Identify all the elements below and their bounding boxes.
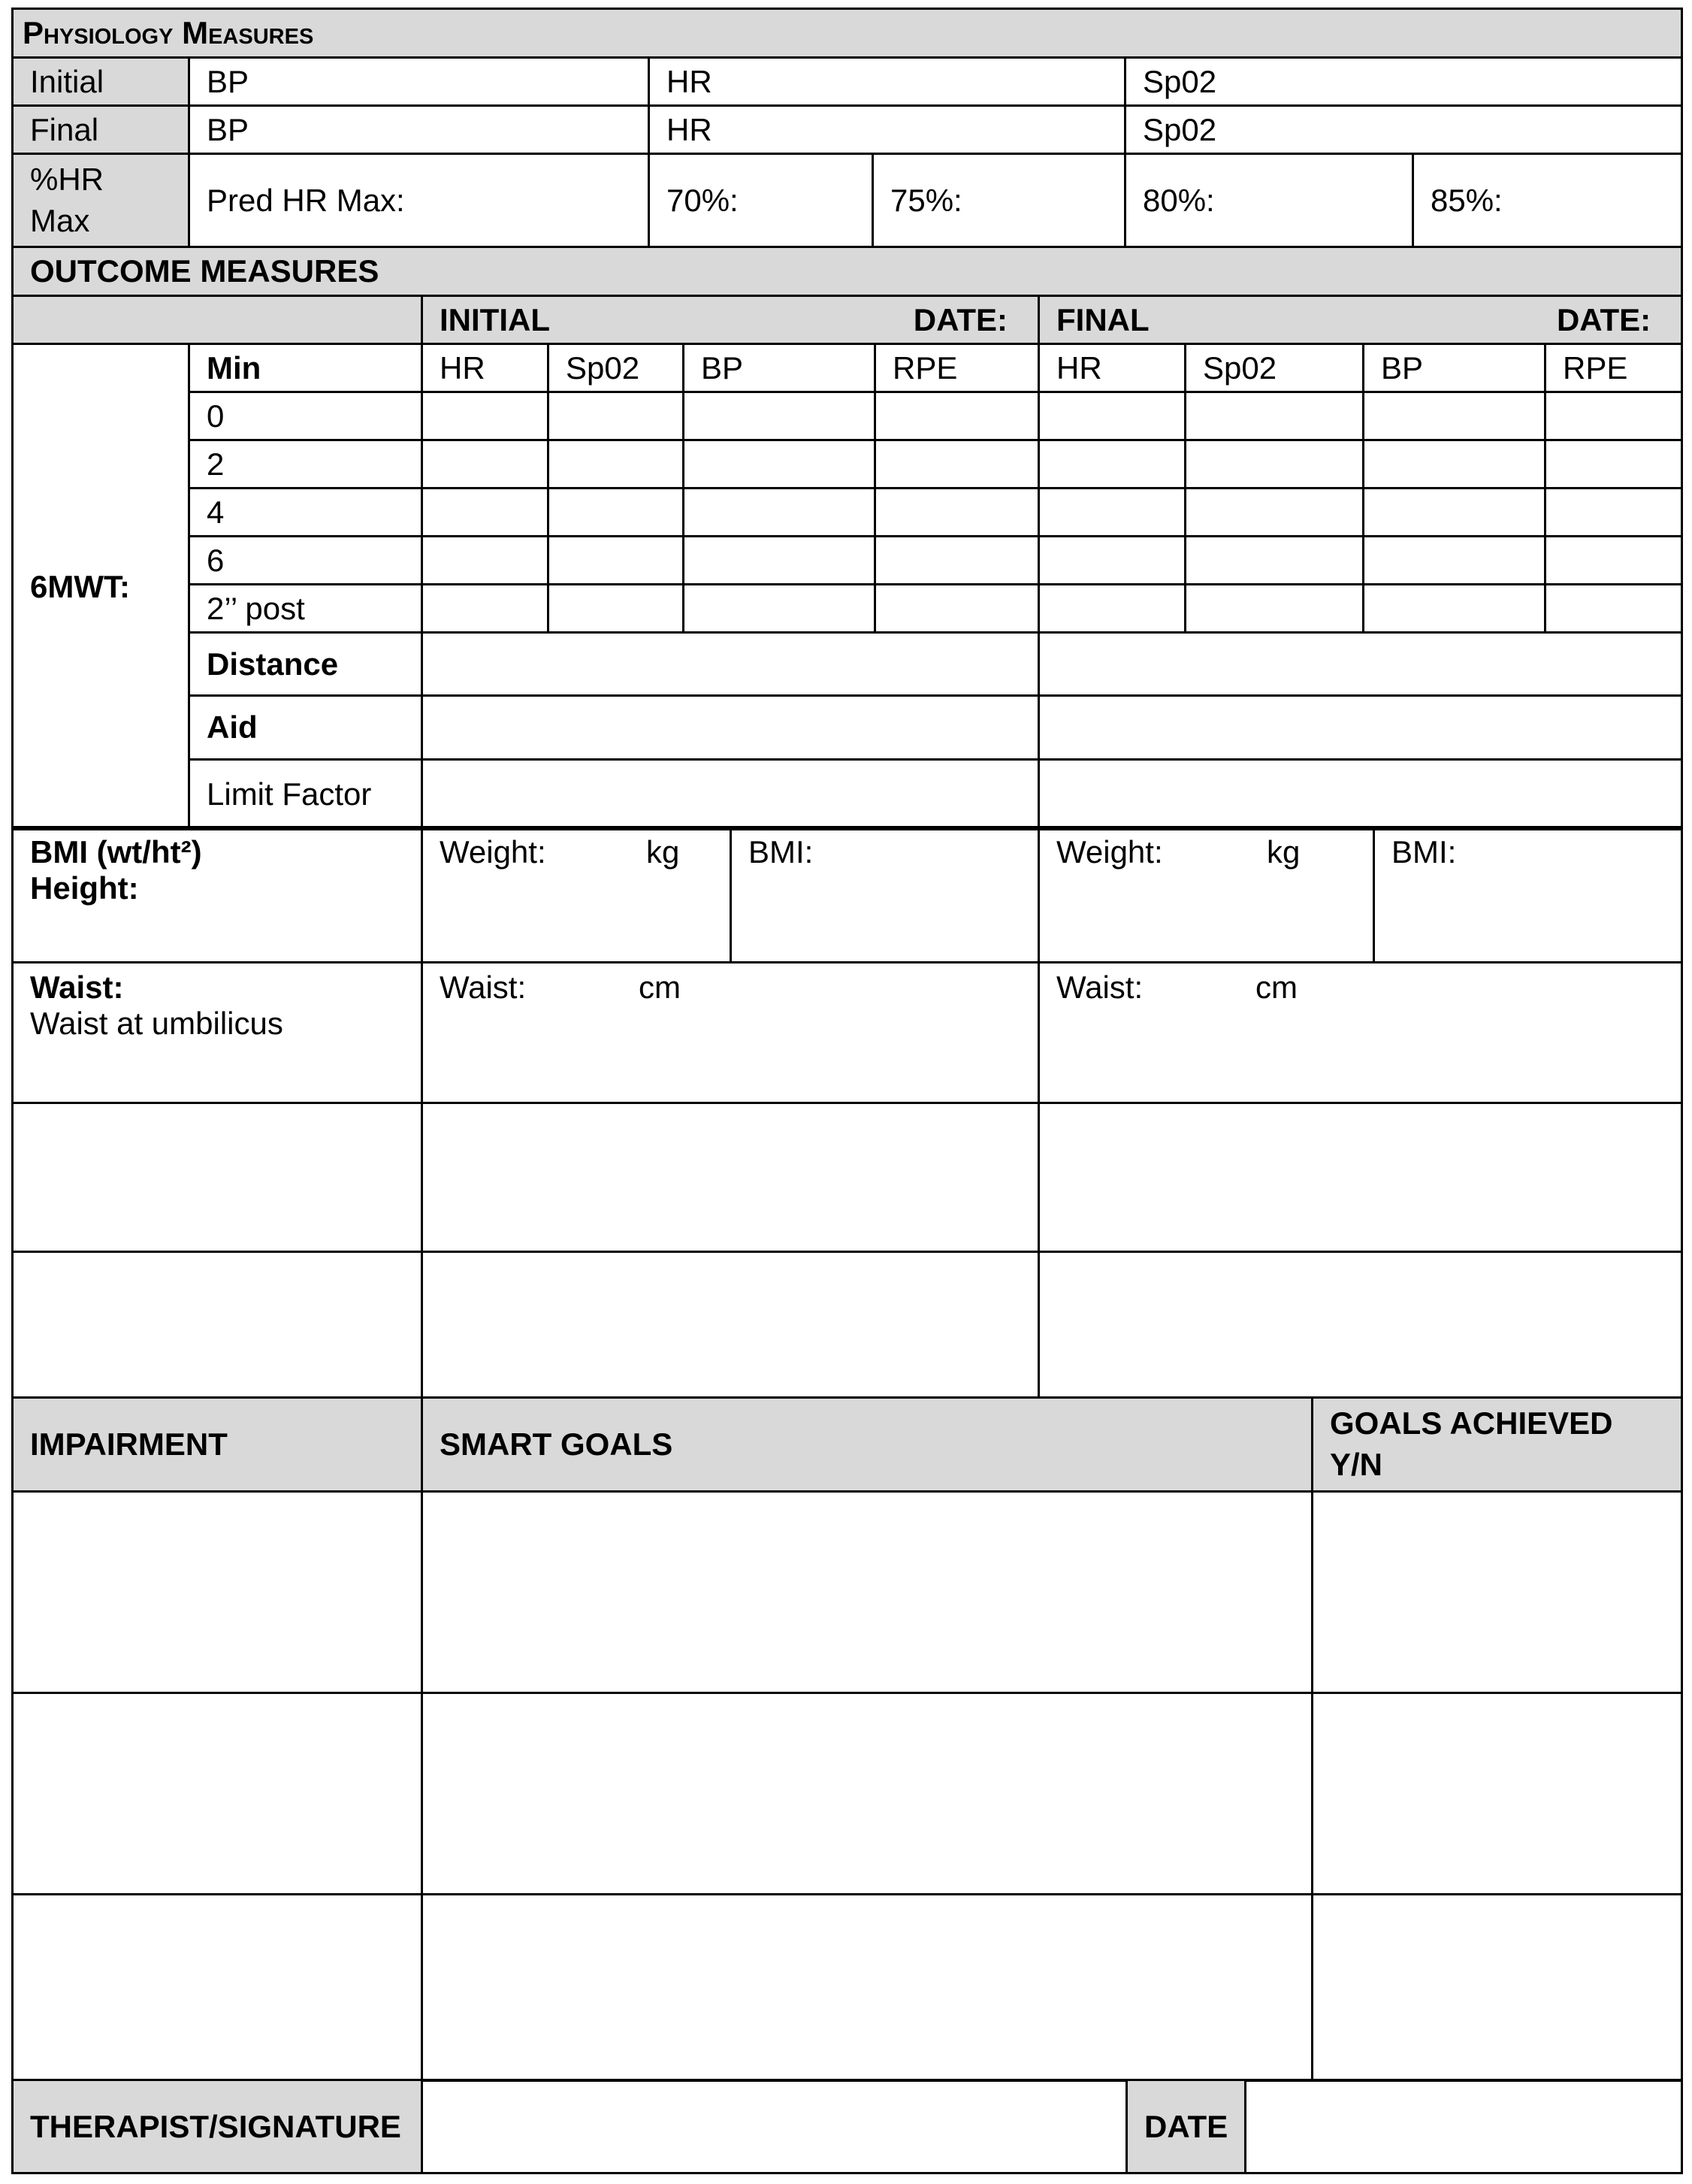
waist-field-label: Waist: [1056, 969, 1144, 1005]
waist-unit: cm [1255, 969, 1298, 1005]
data-cell[interactable] [548, 537, 684, 585]
data-cell[interactable] [1186, 440, 1364, 489]
goals-achieved-header: GOALS ACHIEVED Y/N [1313, 1398, 1682, 1492]
data-cell[interactable] [875, 440, 1039, 489]
initial-date-label[interactable]: DATE: [913, 301, 1008, 337]
col-header: Sp02 [548, 344, 684, 392]
outcome-header-blank [13, 296, 422, 344]
data-cell[interactable] [875, 392, 1039, 440]
therapist-label: THERAPIST/SIGNATURE [13, 2080, 422, 2173]
table-row [13, 537, 1682, 585]
hr75-field[interactable]: 75%: [873, 154, 1125, 247]
minute-label: 2 [189, 440, 422, 489]
final-bp-field[interactable]: BP [189, 106, 649, 154]
data-cell[interactable] [1186, 392, 1364, 440]
signature-field[interactable] [422, 2080, 1127, 2173]
data-cell[interactable] [1545, 392, 1682, 440]
min-header: Min [189, 344, 422, 392]
blank-row [13, 1252, 1682, 1399]
final-limit-field[interactable] [1039, 760, 1682, 830]
date-field[interactable] [1246, 2080, 1682, 2173]
initial-weight-field[interactable] [422, 827, 731, 963]
smart-goals-header: SMART GOALS [422, 1398, 1313, 1492]
hr70-field[interactable]: 70%: [649, 154, 873, 247]
signature-table [11, 2079, 1683, 2174]
col-header: HR [422, 344, 548, 392]
data-cell[interactable] [684, 392, 875, 440]
blank-initial-cell[interactable] [422, 1103, 1039, 1252]
initial-label: Initial [13, 58, 189, 106]
col-header: BP [1364, 344, 1545, 392]
physiology-title: Physiology Measures [13, 9, 1682, 58]
data-cell[interactable] [1186, 537, 1364, 585]
data-cell[interactable] [1039, 489, 1186, 537]
minute-label: 2’’ post [189, 585, 422, 633]
minute-label: 0 [189, 392, 422, 440]
blank-label-cell[interactable] [13, 1252, 422, 1399]
data-cell[interactable] [875, 585, 1039, 633]
impairment-header: IMPAIRMENT [13, 1398, 422, 1492]
impairment-cell[interactable] [13, 1895, 422, 2081]
final-hr-field[interactable]: HR [649, 106, 1125, 154]
initial-header-label: INITIAL [440, 301, 550, 337]
minute-label: 4 [189, 489, 422, 537]
waist-label-cell [13, 963, 422, 1103]
goal-achieved-cell[interactable] [1313, 1693, 1682, 1895]
data-cell[interactable] [875, 537, 1039, 585]
final-spo2-field[interactable]: Sp02 [1125, 106, 1682, 154]
waist-sublabel: Waist at umbilicus [30, 1006, 283, 1041]
data-cell[interactable] [1039, 440, 1186, 489]
data-cell[interactable] [548, 392, 684, 440]
col-header: RPE [875, 344, 1039, 392]
goal-achieved-cell[interactable] [1313, 1492, 1682, 1693]
col-header: BP [684, 344, 875, 392]
goal-row [13, 1492, 1682, 1693]
data-cell[interactable] [1039, 537, 1186, 585]
outcome-title: OUTCOME MEASURES [13, 247, 1682, 296]
hr85-field[interactable]: 85%: [1413, 154, 1682, 247]
final-waist-field[interactable] [1039, 963, 1682, 1103]
goal-achieved-cell[interactable] [1313, 1895, 1682, 2081]
minute-label: 6 [189, 537, 422, 585]
goal-row [13, 1895, 1682, 2081]
initial-header [422, 296, 1039, 344]
bmi-label: BMI (wt/ht²) [30, 834, 202, 870]
data-cell[interactable] [1545, 440, 1682, 489]
blank-row [13, 1103, 1682, 1252]
smart-goal-cell[interactable] [422, 1693, 1313, 1895]
data-cell[interactable] [1364, 440, 1545, 489]
table-row [13, 392, 1682, 440]
data-cell[interactable] [1039, 392, 1186, 440]
final-bmi-field[interactable]: BMI: [1374, 827, 1682, 963]
data-cell[interactable] [1186, 489, 1364, 537]
date-label: DATE [1127, 2080, 1246, 2173]
data-cell[interactable] [1186, 585, 1364, 633]
measures-table [11, 826, 1683, 1399]
data-cell[interactable] [684, 440, 875, 489]
goal-row [13, 1693, 1682, 1895]
bmi-label-cell [13, 827, 422, 963]
data-cell[interactable] [684, 537, 875, 585]
table-row [13, 440, 1682, 489]
weight-unit: kg [1267, 834, 1301, 870]
data-cell[interactable] [548, 489, 684, 537]
initial-bp-field[interactable]: BP [189, 58, 649, 106]
initial-aid-field[interactable] [422, 696, 1039, 760]
table-row [13, 585, 1682, 633]
final-header-label: FINAL [1056, 301, 1150, 337]
data-cell[interactable] [548, 440, 684, 489]
final-weight-field[interactable] [1039, 827, 1374, 963]
final-aid-field[interactable] [1039, 696, 1682, 760]
data-cell[interactable] [1039, 585, 1186, 633]
smart-goal-cell[interactable] [422, 1895, 1313, 2081]
data-cell[interactable] [422, 489, 548, 537]
initial-waist-field[interactable] [422, 963, 1039, 1103]
blank-initial-cell[interactable] [422, 1252, 1039, 1399]
data-cell[interactable] [1545, 489, 1682, 537]
data-cell[interactable] [1364, 585, 1545, 633]
data-cell[interactable] [1364, 489, 1545, 537]
impairment-cell[interactable] [13, 1693, 422, 1895]
goals-table [11, 1396, 1683, 2082]
data-cell[interactable] [875, 489, 1039, 537]
data-cell[interactable] [548, 585, 684, 633]
data-cell[interactable] [422, 392, 548, 440]
height-label[interactable]: Height: [30, 870, 139, 906]
physiology-table [11, 8, 1683, 248]
sixmwt-label: 6MWT: [13, 344, 189, 830]
data-cell[interactable] [684, 489, 875, 537]
final-distance-field[interactable] [1039, 633, 1682, 696]
data-cell[interactable] [684, 585, 875, 633]
data-cell[interactable] [422, 585, 548, 633]
data-cell[interactable] [1545, 585, 1682, 633]
col-header: RPE [1545, 344, 1682, 392]
initial-limit-field[interactable] [422, 760, 1039, 830]
limit-factor-label: Limit Factor [189, 760, 422, 830]
table-row [13, 489, 1682, 537]
data-cell[interactable] [422, 537, 548, 585]
outcome-table [11, 246, 1683, 830]
data-cell[interactable] [1364, 392, 1545, 440]
initial-distance-field[interactable] [422, 633, 1039, 696]
blank-label-cell[interactable] [13, 1103, 422, 1252]
weight-label: Weight: [440, 834, 546, 870]
initial-spo2-field[interactable]: Sp02 [1125, 58, 1682, 106]
waist-unit: cm [639, 969, 681, 1005]
waist-field-label: Waist: [440, 969, 527, 1005]
col-header: Sp02 [1186, 344, 1364, 392]
initial-hr-field[interactable]: HR [649, 58, 1125, 106]
waist-label: Waist: [30, 969, 124, 1005]
weight-label: Weight: [1056, 834, 1163, 870]
smart-goal-cell[interactable] [422, 1492, 1313, 1693]
data-cell[interactable] [422, 440, 548, 489]
data-cell[interactable] [1545, 537, 1682, 585]
pred-hrmax-field[interactable]: Pred HR Max: [189, 154, 649, 247]
final-date-label[interactable]: DATE: [1556, 301, 1651, 337]
final-header [1039, 296, 1682, 344]
initial-bmi-field[interactable]: BMI: [731, 827, 1039, 963]
final-label: Final [13, 106, 189, 154]
blank-final-cell[interactable] [1039, 1103, 1682, 1252]
hrmax-label: %HR Max [13, 154, 189, 247]
blank-final-cell[interactable] [1039, 1252, 1682, 1399]
distance-label: Distance [189, 633, 422, 696]
col-header: HR [1039, 344, 1186, 392]
data-cell[interactable] [1364, 537, 1545, 585]
weight-unit: kg [646, 834, 680, 870]
impairment-cell[interactable] [13, 1492, 422, 1693]
hr80-field[interactable]: 80%: [1125, 154, 1413, 247]
aid-label: Aid [189, 696, 422, 760]
